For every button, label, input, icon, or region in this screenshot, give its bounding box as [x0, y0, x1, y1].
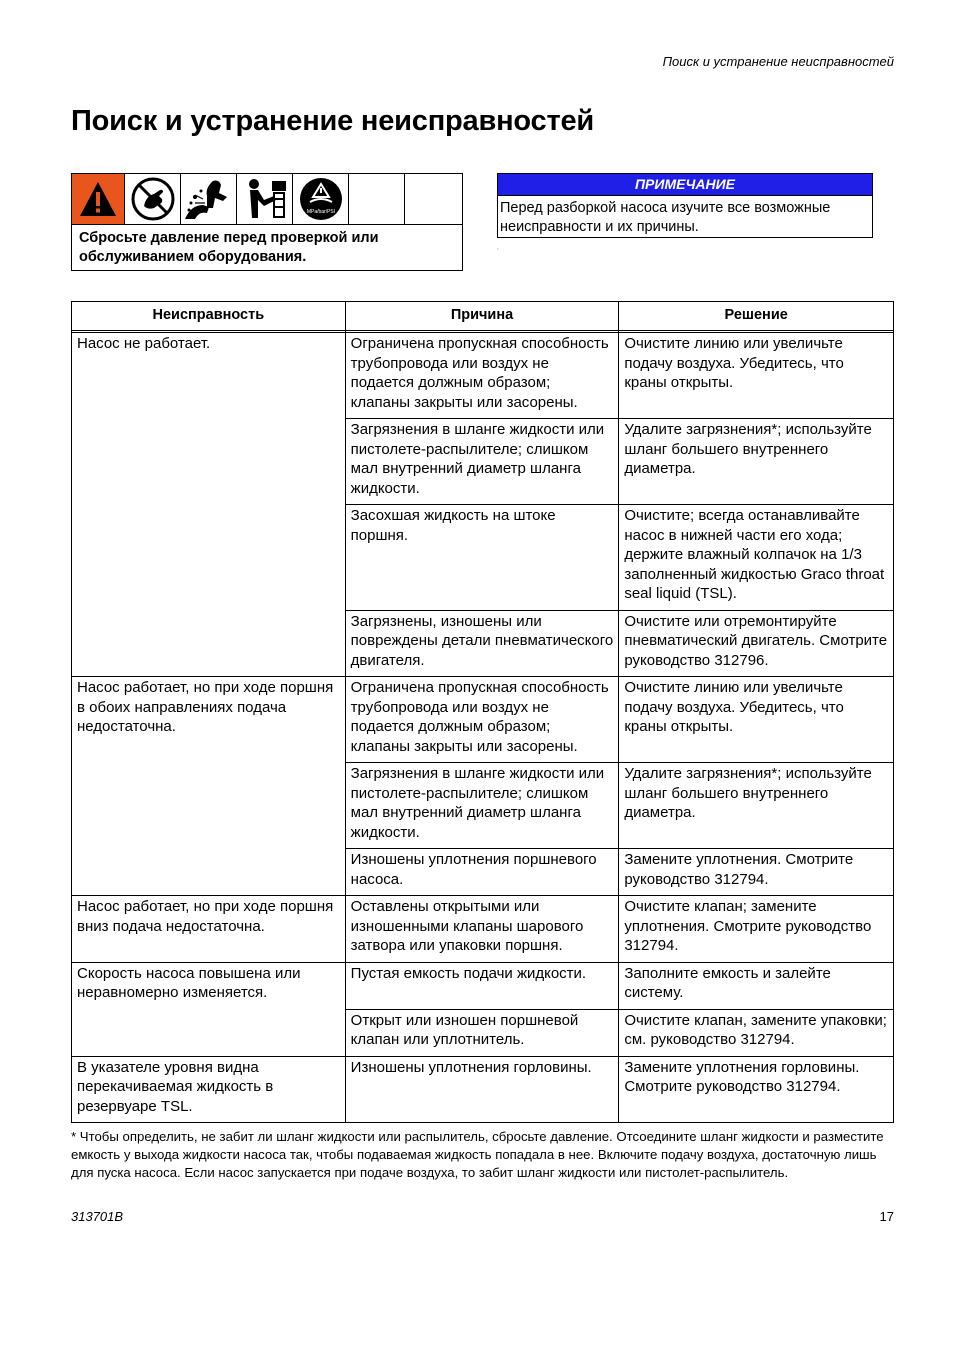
footnote: * Чтобы определить, не забит ли шланг жидкости или распылитель, сбросьте давление. Отсоедините шланг жидкости и разместите емкость у выхода жидкости насоса так, чтобы подаваемая жидкость попадала в нее. Включите подачу воздуха, достаточную лишь для пуска насоса. Если насос запускается при подаче воздуха, то забит шланг жидкости или пистолет-распылитель.: [71, 1129, 884, 1180]
cause-cell: Изношены уплотнения поршневого насоса.: [345, 849, 619, 896]
solution-cell: Очистите клапан, замените упаковки; см. руководство 312794.: [619, 1009, 894, 1056]
cause-cell: Оставлены открытыми или изношенными клапаны шарового затвора или упаковки поршня.: [345, 896, 619, 963]
cause-cell: Загрязнения в шланге жидкости или пистолете-распылителе; слишком мал внутренний диаметр шланга жидкости.: [345, 419, 619, 505]
stray-mark: ,: [497, 245, 499, 251]
solution-cell: Удалите загрязнения*; используйте шланг большего внутреннего диаметра.: [619, 763, 894, 849]
solution-cell: Очистите; всегда останавливайте насос в нижней части его хода; держите влажный колпачок на 1/3 заполненный жидкостью Graco throat seal liquid (TSL).: [619, 505, 894, 611]
cause-cell: Открыт или изношен поршневой клапан или уплотнитель.: [345, 1009, 619, 1056]
cause-cell: Ограничена пропускная способность трубопровода или воздух не подается должным образом; клапаны закрыты или засорены.: [345, 333, 619, 419]
pressure-badge-text: MPa/bar/PSI: [306, 209, 335, 215]
moving-parts-hazard-icon: [237, 174, 293, 224]
warning-icon-row: [72, 174, 462, 225]
table-row: [72, 896, 894, 963]
table-row: [72, 962, 894, 1009]
cause-cell: Изношены уплотнения горловины.: [345, 1056, 619, 1123]
solution-cell: Очистите клапан; замените уплотнения. Смотрите руководство 312794.: [619, 896, 894, 963]
empty-icon-cell: [405, 174, 462, 224]
table-row: [72, 1056, 894, 1123]
page-title: Поиск и устранение неисправностей: [71, 105, 595, 137]
warning-box: [71, 173, 463, 271]
table-row: [72, 677, 894, 763]
warning-text: Сбросьте давление перед проверкой или обслуживанием оборудования.: [79, 230, 379, 265]
solution-cell: Удалите загрязнения*; используйте шланг большего внутреннего диаметра.: [619, 419, 894, 505]
cause-cell: Ограничена пропускная способность трубопровода или воздух не подается должным образом; клапаны закрыты или засорены.: [345, 677, 619, 763]
solution-cell: Замените уплотнения. Смотрите руководство 312794.: [619, 849, 894, 896]
running-header: Поиск и устранение неисправностей: [662, 54, 894, 69]
empty-icon-cell: [349, 174, 405, 224]
problem-cell: Насос работает, но при ходе поршня в обоих направлениях подача недостаточна.: [72, 677, 346, 896]
pressure-relief-icon: [293, 174, 349, 224]
troubleshooting-table: [71, 301, 894, 1123]
no-hand-spray-icon: [125, 174, 181, 224]
column-header: Решение: [619, 302, 894, 331]
warning-triangle-icon: [72, 174, 125, 224]
table-header-row: [72, 302, 894, 331]
note-text: Перед разборкой насоса изучите все возможные неисправности и их причины.: [500, 200, 831, 235]
column-header: Неисправность: [72, 302, 346, 331]
document-number: 313701B: [71, 1209, 124, 1224]
problem-cell: Насос не работает.: [72, 333, 346, 677]
solution-cell: Очистите или отремонтируйте пневматический двигатель. Смотрите руководство 312796.: [619, 610, 894, 677]
injection-hazard-icon: [181, 174, 237, 224]
table-row: [72, 333, 894, 419]
problem-cell: В указателе уровня видна перекачиваемая жидкость в резервуаре TSL.: [72, 1056, 346, 1123]
solution-cell: Замените уплотнения горловины. Смотрите руководство 312794.: [619, 1056, 894, 1123]
cause-cell: Загрязнены, изношены или повреждены детали пневматического двигателя.: [345, 610, 619, 677]
cause-cell: Засохшая жидкость на штоке поршня.: [345, 505, 619, 611]
problem-cell: Скорость насоса повышена или неравномерно изменяется.: [72, 962, 346, 1056]
cause-cell: Пустая емкость подачи жидкости.: [345, 962, 619, 1009]
solution-cell: Очистите линию или увеличьте подачу воздуха. Убедитесь, что краны открыты.: [619, 677, 894, 763]
problem-cell: Насос работает, но при ходе поршня вниз подача недостаточна.: [72, 896, 346, 963]
note-header: ПРИМЕЧАНИЕ: [498, 174, 872, 196]
solution-cell: Очистите линию или увеличьте подачу воздуха. Убедитесь, что краны открыты.: [619, 333, 894, 419]
solution-cell: Заполните емкость и залейте систему.: [619, 962, 894, 1009]
note-box: [497, 173, 873, 238]
cause-cell: Загрязнения в шланге жидкости или пистолете-распылителе; слишком мал внутренний диаметр шланга жидкости.: [345, 763, 619, 849]
column-header: Причина: [345, 302, 619, 331]
page-number: 17: [879, 1209, 894, 1224]
